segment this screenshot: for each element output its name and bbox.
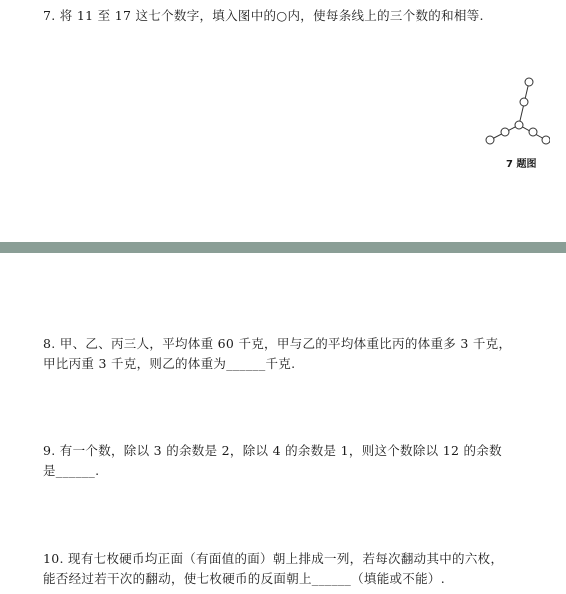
figure-circle-right-end: [542, 136, 550, 144]
question-7-text: 7. 将 11 至 17 这七个数字，填入图中的○内，使每条线上的三个数的和相等.: [43, 8, 484, 23]
question-10: [43, 549, 543, 589]
section-divider: [0, 242, 566, 253]
question-9-line-1: 9. 有一个数，除以 3 的余数是 2，除以 4 的余数是 1，则这个数除以 12 的余数: [43, 443, 502, 458]
question-8-line-1: 8. 甲、乙、丙三人，平均体重 60 千克，甲与乙的平均体重比丙的体重多 3 千克，: [43, 336, 512, 351]
figure-circle-center: [515, 121, 523, 129]
figure-circle-top: [525, 78, 533, 86]
question-9: [43, 441, 543, 481]
question-10-line-2: 能否经过若干次的翻动，使七枚硬币的反面朝上______（填能或不能）.: [43, 571, 445, 586]
question-7-figure: [480, 72, 550, 172]
question-8: [43, 334, 543, 374]
figure-caption: 7 题图: [506, 159, 537, 170]
question-8-line-2: 甲比丙重 3 千克，则乙的体重为______千克.: [43, 356, 296, 371]
figure-circle-right-mid: [529, 128, 537, 136]
figure-circle-upper-mid: [520, 98, 528, 106]
question-9-line-2: 是______.: [43, 463, 100, 478]
question-7: [43, 6, 543, 26]
question-10-line-1: 10. 现有七枚硬币均正面（有面值的面）朝上排成一列，若每次翻动其中的六枚，: [43, 551, 504, 566]
figure-circle-left-end: [486, 136, 494, 144]
figure-circle-left-mid: [501, 128, 509, 136]
